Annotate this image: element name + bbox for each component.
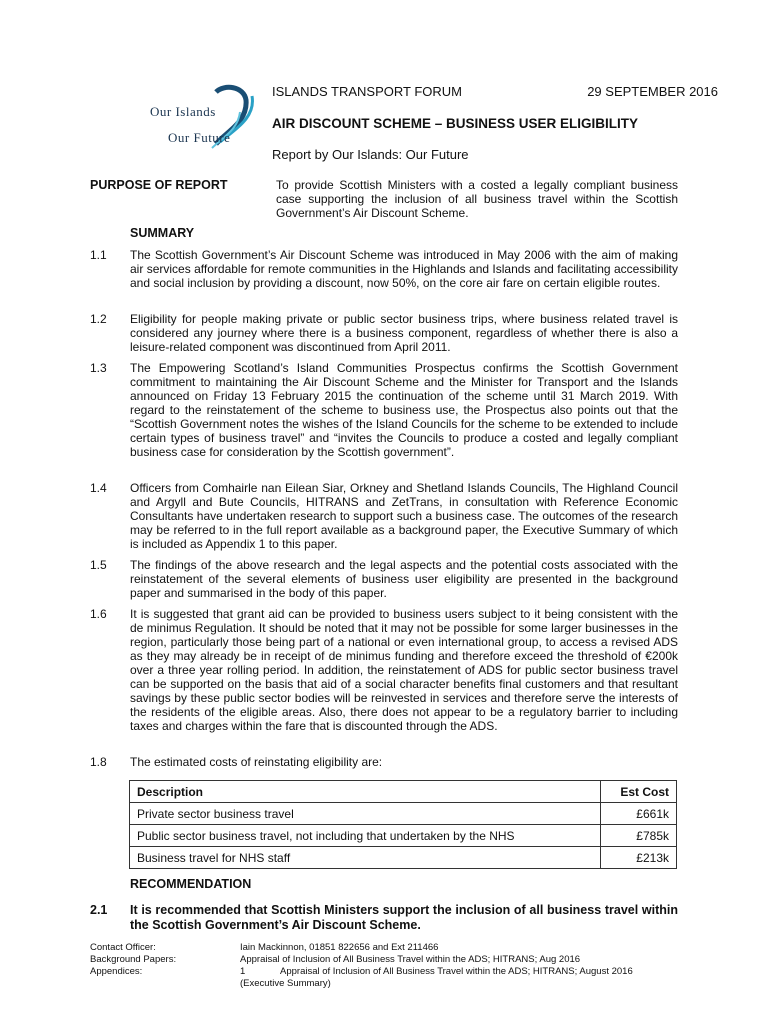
table-row bbox=[130, 847, 677, 869]
purpose-label: PURPOSE OF REPORT bbox=[90, 178, 228, 192]
logo-text-our-islands: Our Islands bbox=[150, 104, 216, 119]
paragraph-number: 1.4 bbox=[90, 481, 107, 495]
table-header-row bbox=[130, 781, 677, 803]
paragraph-number: 1.2 bbox=[90, 312, 107, 326]
paragraph-text: The Empowering Scotland’s Island Communities Prospectus confirms the Scottish Government commitment to maintaining the Air Discount Scheme and the Minister for Transport and the Islands announced on Friday 13 February 2015 the continuation of the scheme until 31 March 2019. With regard to the reinstatement of the scheme to business use, the Prospectus also points out that the “Scottish Government notes the wishes of the Island Councils for the scheme to be extended to include certain types of business travel” and “invites the Councils to produce a costed and legally compliant business case for consideration by the Scottish government”. bbox=[130, 361, 678, 459]
footer-appendix-note: (Executive Summary) bbox=[240, 978, 331, 989]
paragraph-number: 1.5 bbox=[90, 558, 107, 572]
page-title: AIR DISCOUNT SCHEME – BUSINESS USER ELIGIBILITY bbox=[272, 116, 639, 131]
logo bbox=[150, 82, 262, 152]
footer-background-label: Background Papers: bbox=[90, 954, 177, 965]
footer-background-value: Appraisal of Inclusion of All Business Travel within the ADS; HITRANS; Aug 2016 bbox=[240, 954, 581, 965]
paragraph-number: 1.8 bbox=[90, 755, 107, 769]
table-row bbox=[130, 825, 677, 847]
recommendation-heading: RECOMMENDATION bbox=[130, 877, 252, 891]
paragraph-number: 1.3 bbox=[90, 361, 107, 375]
footer-contact-label: Contact Officer: bbox=[90, 942, 156, 953]
table-row bbox=[130, 803, 677, 825]
paragraph-text: Officers from Comhairle nan Eilean Siar, Orkney and Shetland Islands Councils, The Highland Council and Argyll and Bute Councils, HITRANS and ZetTrans, in consultation with Reference Economic Consultants have undertaken research to support such a business case. The outcomes of the research may be referred to in the full report available as a background paper, the Executive Summary of which is included as Appendix 1 to this paper. bbox=[130, 481, 678, 551]
report-subtitle: Report by Our Islands: Our Future bbox=[272, 147, 469, 162]
row-cost: £785k bbox=[600, 825, 676, 847]
footer-contact-value: Iain Mackinnon, 01851 822656 and Ext 211466 bbox=[240, 942, 439, 953]
footer-appendices-label: Appendices: bbox=[90, 966, 143, 977]
paragraph-text: Eligibility for people making private or public sector business trips, where business related travel is considered any journey where there is a business component, regardless of whether there is also a leisure-related component was discontinued from April 2011. bbox=[130, 312, 678, 354]
column-header-est-cost: Est Cost bbox=[600, 781, 676, 803]
paragraph-number: 1.1 bbox=[90, 248, 107, 262]
summary-heading: SUMMARY bbox=[130, 226, 195, 240]
row-description: Business travel for NHS staff bbox=[130, 847, 601, 869]
cost-table bbox=[129, 780, 677, 869]
row-cost: £661k bbox=[600, 803, 676, 825]
row-description: Private sector business travel bbox=[130, 803, 601, 825]
row-description: Public sector business travel, not including that undertaken by the NHS bbox=[130, 825, 601, 847]
paragraph-text: The findings of the above research and the legal aspects and the potential costs associated with the reinstatement of the several elements of business user eligibility are presented in the background paper and summarised in the body of this paper. bbox=[130, 558, 678, 600]
paragraph-text: The Scottish Government’s Air Discount Scheme was introduced in May 2006 with the aim of making air services affordable for remote communities in the Highlands and Islands and facilitating accessibility and social inclusion by providing a discount, now 50%, on the core air fare on certain eligible routes. bbox=[130, 248, 678, 290]
column-header-description: Description bbox=[130, 781, 601, 803]
recommendation-number: 2.1 bbox=[90, 903, 108, 917]
logo-text-our-future: Our Future bbox=[168, 130, 231, 145]
paragraph-text: The estimated costs of reinstating eligibility are: bbox=[130, 755, 383, 769]
paragraph-number: 1.6 bbox=[90, 607, 107, 621]
recommendation-text: It is recommended that Scottish Ministers support the inclusion of all business travel within the Scottish Government’s Air Discount Scheme. bbox=[130, 903, 678, 932]
row-cost: £213k bbox=[600, 847, 676, 869]
purpose-text: To provide Scottish Ministers with a costed a legally compliant business case supporting the inclusion of all business travel within the Scottish Government’s Air Discount Scheme. bbox=[276, 178, 678, 220]
forum-name: ISLANDS TRANSPORT FORUM bbox=[272, 84, 462, 99]
report-date: 29 SEPTEMBER 2016 bbox=[587, 84, 718, 99]
paragraph-text: It is suggested that grant aid can be provided to business users subject to it being consistent with the de minimus Regulation. It should be noted that it may not be possible for some larger businesses in the region, particularly those being part of a national or even international group, to access a revised ADS as they may already be in receipt of de minimus funding and therefore exceed the threshold of €200k over a three year rolling period. In addition, the reinstatement of ADS for public sector business travel can be supported on the basis that aid of a social character benefits final customers and that resultant savings by these public sector bodies will be reinvested in services and therefore serve the interests of the residents of the eligible areas. Also, there does not appear to be a regulatory barrier to including taxes and charges within the fare that is discounted through the ADS. bbox=[130, 607, 678, 733]
footer-appendix-number: 1 bbox=[240, 966, 246, 977]
footer-appendix-value: Appraisal of Inclusion of All Business Travel within the ADS; HITRANS; August 2016 bbox=[280, 966, 633, 977]
